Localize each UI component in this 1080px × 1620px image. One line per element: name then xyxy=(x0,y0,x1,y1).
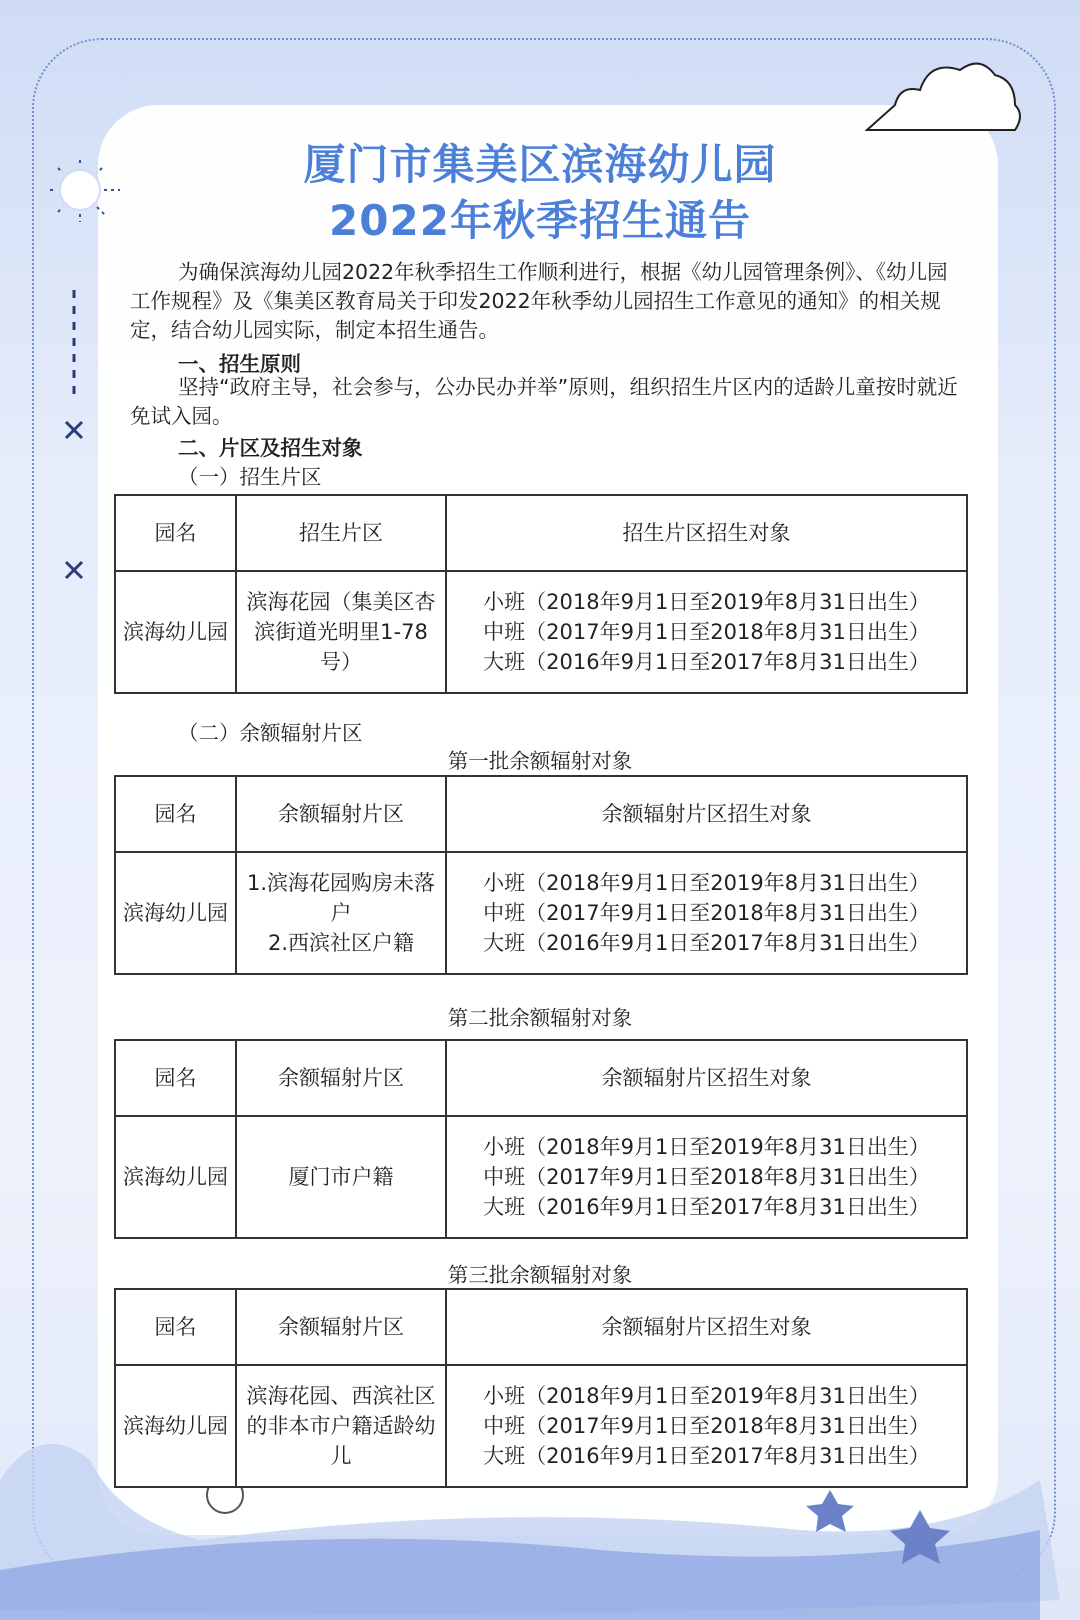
header-cell: 余额辐射片区 xyxy=(236,1289,446,1365)
table-row xyxy=(115,1116,967,1238)
batch3-table xyxy=(114,1288,968,1488)
kindergarten-name: 滨海幼儿园 xyxy=(115,571,236,693)
page-title-line1: 厦门市集美区滨海幼儿园 xyxy=(303,140,777,189)
batch2-table xyxy=(114,1039,968,1239)
targets-cell xyxy=(446,1116,967,1238)
section2-heading: 二、片区及招生对象 xyxy=(178,436,363,460)
kindergarten-name: 滨海幼儿园 xyxy=(115,1116,236,1238)
batch2-caption: 第二批余额辐射对象 xyxy=(447,1006,633,1030)
header-cell: 余额辐射片区招生对象 xyxy=(446,1289,967,1365)
header-cell: 园名 xyxy=(115,1040,236,1116)
target-large: 大班（2016年9月1日至2017年8月31日出生） xyxy=(483,931,930,955)
kindergarten-name: 滨海幼儿园 xyxy=(115,1365,236,1487)
area-cell: 滨海花园（集美区杏滨街道光明里1-78号） xyxy=(236,571,446,693)
target-small: 小班（2018年9月1日至2019年8月31日出生） xyxy=(483,1384,930,1408)
table-header-row xyxy=(115,495,967,571)
area-cell: 厦门市户籍 xyxy=(236,1116,446,1238)
target-middle: 中班（2017年9月1日至2018年8月31日出生） xyxy=(483,901,930,925)
batch1-table xyxy=(114,775,968,975)
targets-cell xyxy=(446,852,967,974)
target-large: 大班（2016年9月1日至2017年8月31日出生） xyxy=(483,650,930,674)
table-header-row xyxy=(115,1040,967,1116)
intro-paragraph: 为确保滨海幼儿园2022年秋季招生工作顺利进行，根据《幼儿园管理条例》、《幼儿园工作规程》及《集美区教育局关于印发2022年秋季幼儿园招生工作意见的通知》的相关规定，结合幼儿园实际，制定本招生通告。 xyxy=(130,260,948,342)
page-title-line2: 2022年秋季招生通告 xyxy=(329,196,751,245)
targets-cell xyxy=(446,571,967,693)
header-cell: 余额辐射片区 xyxy=(236,776,446,852)
section1-text: 坚持“政府主导，社会参与，公办民办并举”原则，组织招生片区内的适龄儿童按时就近免试入园。 xyxy=(130,375,958,428)
table-row xyxy=(115,852,967,974)
area-item: 1.滨海花园购房未落户 xyxy=(246,871,436,925)
header-cell: 余额辐射片区 xyxy=(236,1040,446,1116)
target-middle: 中班（2017年9月1日至2018年8月31日出生） xyxy=(483,1165,930,1189)
kindergarten-name: 滨海幼儿园 xyxy=(115,852,236,974)
target-middle: 中班（2017年9月1日至2018年8月31日出生） xyxy=(483,1414,930,1438)
area-item: 2.西滨社区户籍 xyxy=(267,931,415,955)
header-cell: 招生片区招生对象 xyxy=(446,495,967,571)
header-cell: 园名 xyxy=(115,1289,236,1365)
target-small: 小班（2018年9月1日至2019年8月31日出生） xyxy=(483,590,930,614)
table-header-row xyxy=(115,1289,967,1365)
header-cell: 园名 xyxy=(115,776,236,852)
batch1-caption: 第一批余额辐射对象 xyxy=(447,749,633,773)
enrollment-area-table xyxy=(114,494,968,694)
table-row xyxy=(115,571,967,693)
header-cell: 招生片区 xyxy=(236,495,446,571)
target-small: 小班（2018年9月1日至2019年8月31日出生） xyxy=(483,1135,930,1159)
header-cell: 余额辐射片区招生对象 xyxy=(446,1040,967,1116)
subsection1-title: （一）招生片区 xyxy=(178,465,322,489)
target-large: 大班（2016年9月1日至2017年8月31日出生） xyxy=(483,1444,930,1468)
subsection2-title: （二）余额辐射片区 xyxy=(178,721,363,745)
section1-heading: 一、招生原则 xyxy=(178,352,301,376)
header-cell: 园名 xyxy=(115,495,236,571)
target-small: 小班（2018年9月1日至2019年8月31日出生） xyxy=(483,871,930,895)
targets-cell xyxy=(446,1365,967,1487)
table-header-row xyxy=(115,776,967,852)
area-cell: 滨海花园、西滨社区的非本市户籍适龄幼儿 xyxy=(236,1365,446,1487)
target-middle: 中班（2017年9月1日至2018年8月31日出生） xyxy=(483,620,930,644)
dashed-line-decoration xyxy=(62,290,92,590)
header-cell: 余额辐射片区招生对象 xyxy=(446,776,967,852)
batch3-caption: 第三批余额辐射对象 xyxy=(447,1263,633,1287)
table-row xyxy=(115,1365,967,1487)
area-cell xyxy=(236,852,446,974)
target-large: 大班（2016年9月1日至2017年8月31日出生） xyxy=(483,1195,930,1219)
cloud-icon xyxy=(865,55,1025,135)
